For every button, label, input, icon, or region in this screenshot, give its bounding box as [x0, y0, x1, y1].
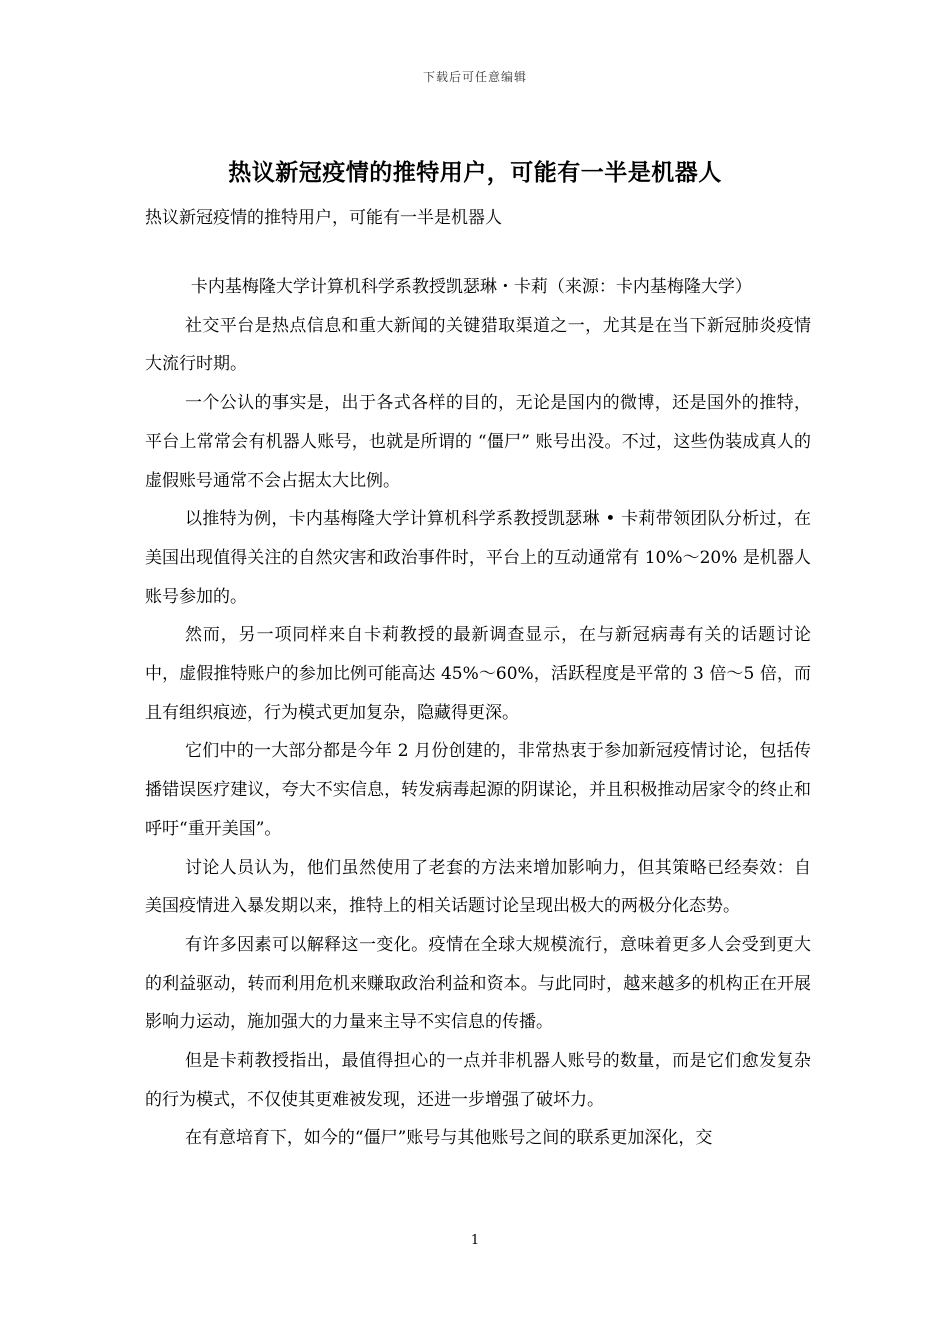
- paragraph: 它们中的一大部分都是今年 2 月份创建的，非常热衷于参加新冠疫情讨论，包括传播错误医疗建议，夸大不实信息，转发病毒起源的阴谋论，并且积极推动居家令的终止和呼吁“重开美国”。: [145, 741, 811, 839]
- paragraph: 在有意培育下，如今的“僵尸”账号与其他账号之间的联系更加深化，交: [184, 1128, 713, 1149]
- paragraph: 以推特为例，卡内基梅隆大学计算机科学系教授凯瑟琳 • 卡莉带领团队分析过，在美国出现值得关注的自然灾害和政治事件时，平台上的互动通常有 10%～20% 是机器人账号参加的。: [145, 509, 811, 607]
- paragraph: 有许多因素可以解释这一变化。疫情在全球大规模流行，意味着更多人会受到更大的利益驱动，转而利用危机来赚取政治利益和资本。与此同时，越来越多的机构正在开展影响力运动，施加强大的力量来主导不实信息的传播。: [145, 934, 811, 1033]
- paragraph: 讨论人员认为，他们虽然使用了老套的方法来增加影响力，但其策略已经奏效：自美国疫情进入暴发期以来，推特上的相关话题讨论呈现出极大的两极分化态势。: [145, 857, 811, 917]
- document-title: 热议新冠疫情的推特用户，可能有一半是机器人: [228, 159, 722, 186]
- header-note: 下载后可任意编辑: [422, 70, 527, 84]
- paragraph: 然而，另一项同样来自卡莉教授的最新调查显示，在与新冠病毒有关的话题讨论中，虚假推特账户的参加比例可能高达 45%～60%，活跃程度是平常的 3 倍～5 倍，而且有组织痕迹，行为模式更加复杂，隐藏得更深。: [145, 625, 811, 723]
- page-number: 1: [470, 1233, 480, 1248]
- paragraph: 一个公认的事实是，出于各式各样的目的，无论是国内的微博，还是国外的推特，平台上常常会有机器人账号，也就是所谓的 “僵尸” 账号出没。不过，这些伪装成真人的虚假账号通常不会占据太大比例。: [145, 393, 811, 491]
- article-body: [145, 268, 811, 1158]
- paragraph: 卡内基梅隆大学计算机科学系教授凯瑟琳・卡莉（来源：卡内基梅隆大学）: [190, 277, 752, 297]
- document-subtitle: 热议新冠疫情的推特用户，可能有一半是机器人: [145, 208, 502, 228]
- paragraph: 但是卡莉教授指出，最值得担心的一点并非机器人账号的数量，而是它们愈发复杂的行为模式，不仅使其更难被发现，还进一步增强了破坏力。: [145, 1051, 811, 1110]
- paragraph: 社交平台是热点信息和重大新闻的关键猎取渠道之一，尤其是在当下新冠肺炎疫情大流行时期。: [145, 315, 811, 375]
